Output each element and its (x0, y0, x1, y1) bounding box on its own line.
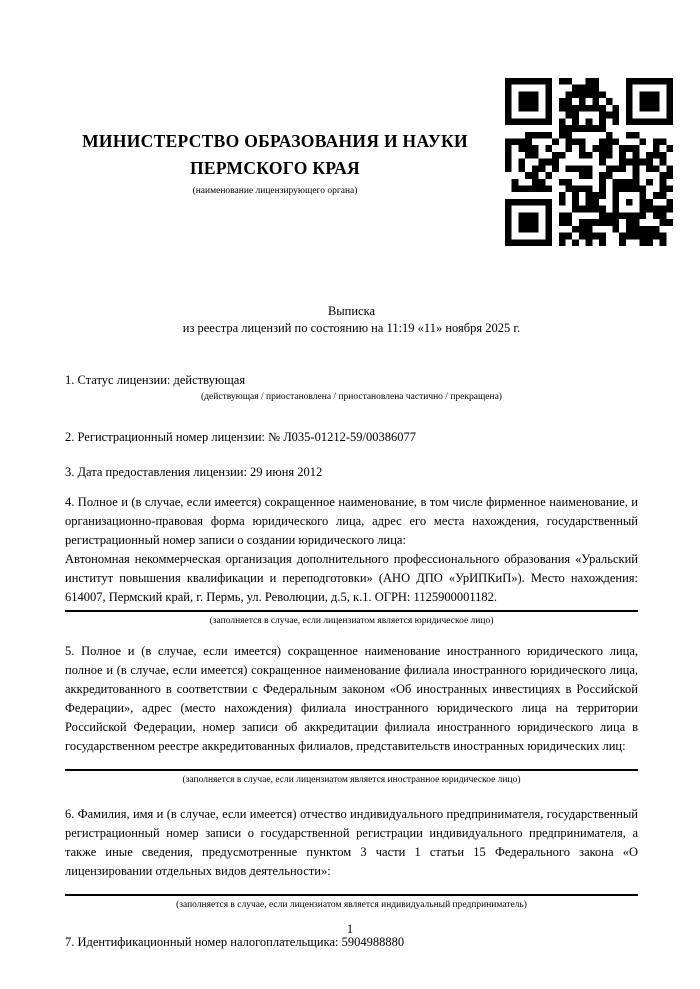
page-number: 1 (346, 922, 354, 936)
item-2-registration-number: 2. Регистрационный номер лицензии: № Л035-01212-59/00386077 (65, 430, 416, 444)
document-body (65, 303, 638, 950)
document-title-line1: Выписка (327, 304, 376, 318)
licensing-authority-caption: (наименование лицензирующего органа) (192, 186, 358, 196)
item-7-taxpayer-number: 7. Идентификационный номер налогоплательщика: 5904988880 (65, 935, 405, 949)
item-5-fill-line (65, 769, 638, 771)
item-4-answer: Автономная некоммерческая организация дополнительного профессионального образования «Уральский институт повышения квалификации и переподготовки» (АНО ДПО «УрИПКиП»). Место нахождения: 614007, Пермский край, г. Пермь, ул. Революции, д.5, к.1. ОГРН: 1125900001182. (65, 552, 638, 604)
item-6-fill-line (65, 894, 638, 896)
item-6-caption: (заполняется в случае, если лицензиатом является индивидуальный предприниматель) (176, 900, 527, 910)
item-1-license-status: 1. Статус лицензии: действующая (65, 373, 246, 387)
document-title-line2: из реестра лицензий по состоянию на 11:19 «11» ноября 2025 г. (182, 320, 521, 335)
item-4-fill-line (65, 610, 638, 612)
qr-code (505, 78, 673, 246)
ministry-name-line2: ПЕРМСКОГО КРАЯ (190, 158, 360, 178)
item-1-caption: (действующая / приостановлена / приостановлена частично / прекращена) (201, 392, 502, 402)
document-title (65, 303, 638, 336)
licensing-authority-header (36, 128, 514, 197)
item-3-license-date: 3. Дата предоставления лицензии: 29 июня 2012 (65, 465, 323, 479)
item-4-question: 4. Полное и (в случае, если имеется) сокращенное наименование, в том числе фирменное наименование, и организационно-правовая форма юридического лица, адрес его места нахождения, государственный регистрационный номер записи о создании юридического лица: (65, 495, 638, 547)
ministry-name-line1: МИНИСТЕРСТВО ОБРАЗОВАНИЯ И НАУКИ (82, 131, 468, 151)
item-5-caption: (заполняется в случае, если лицензиатом является иностранное юридическое лицо) (182, 775, 521, 785)
item-5-question: 5. Полное и (в случае, если имеется) сокращенное наименование иностранного юридического лица, полное и (в случае, если имеется) сокращенное наименование филиала иностранного юридического лица, аккредитованного в соответствии с Федеральным законом «Об иностранных инвестициях в Российской Федерации», адрес (место нахождения) филиала иностранного юридического лица на территории Российской Федерации, номер записи об аккредитации филиала иностранного юридического лица в государственном реестре аккредитованных филиалов, представительств иностранных юридических лиц: (65, 644, 638, 753)
qr-code-image (505, 78, 673, 246)
item-4-caption: (заполняется в случае, если лицензиатом является юридическое лицо) (209, 616, 494, 626)
item-6-question: 6. Фамилия, имя и (в случае, если имеется) отчество индивидуального предпринимателя, государственный регистрационный номер записи о государственной регистрации индивидуального предпринимателя, а также иные сведения, предусмотренные пунктом 3 части 1 статьи 15 Федерального закона «О лицензировании отдельных видов деятельности»: (65, 807, 638, 878)
